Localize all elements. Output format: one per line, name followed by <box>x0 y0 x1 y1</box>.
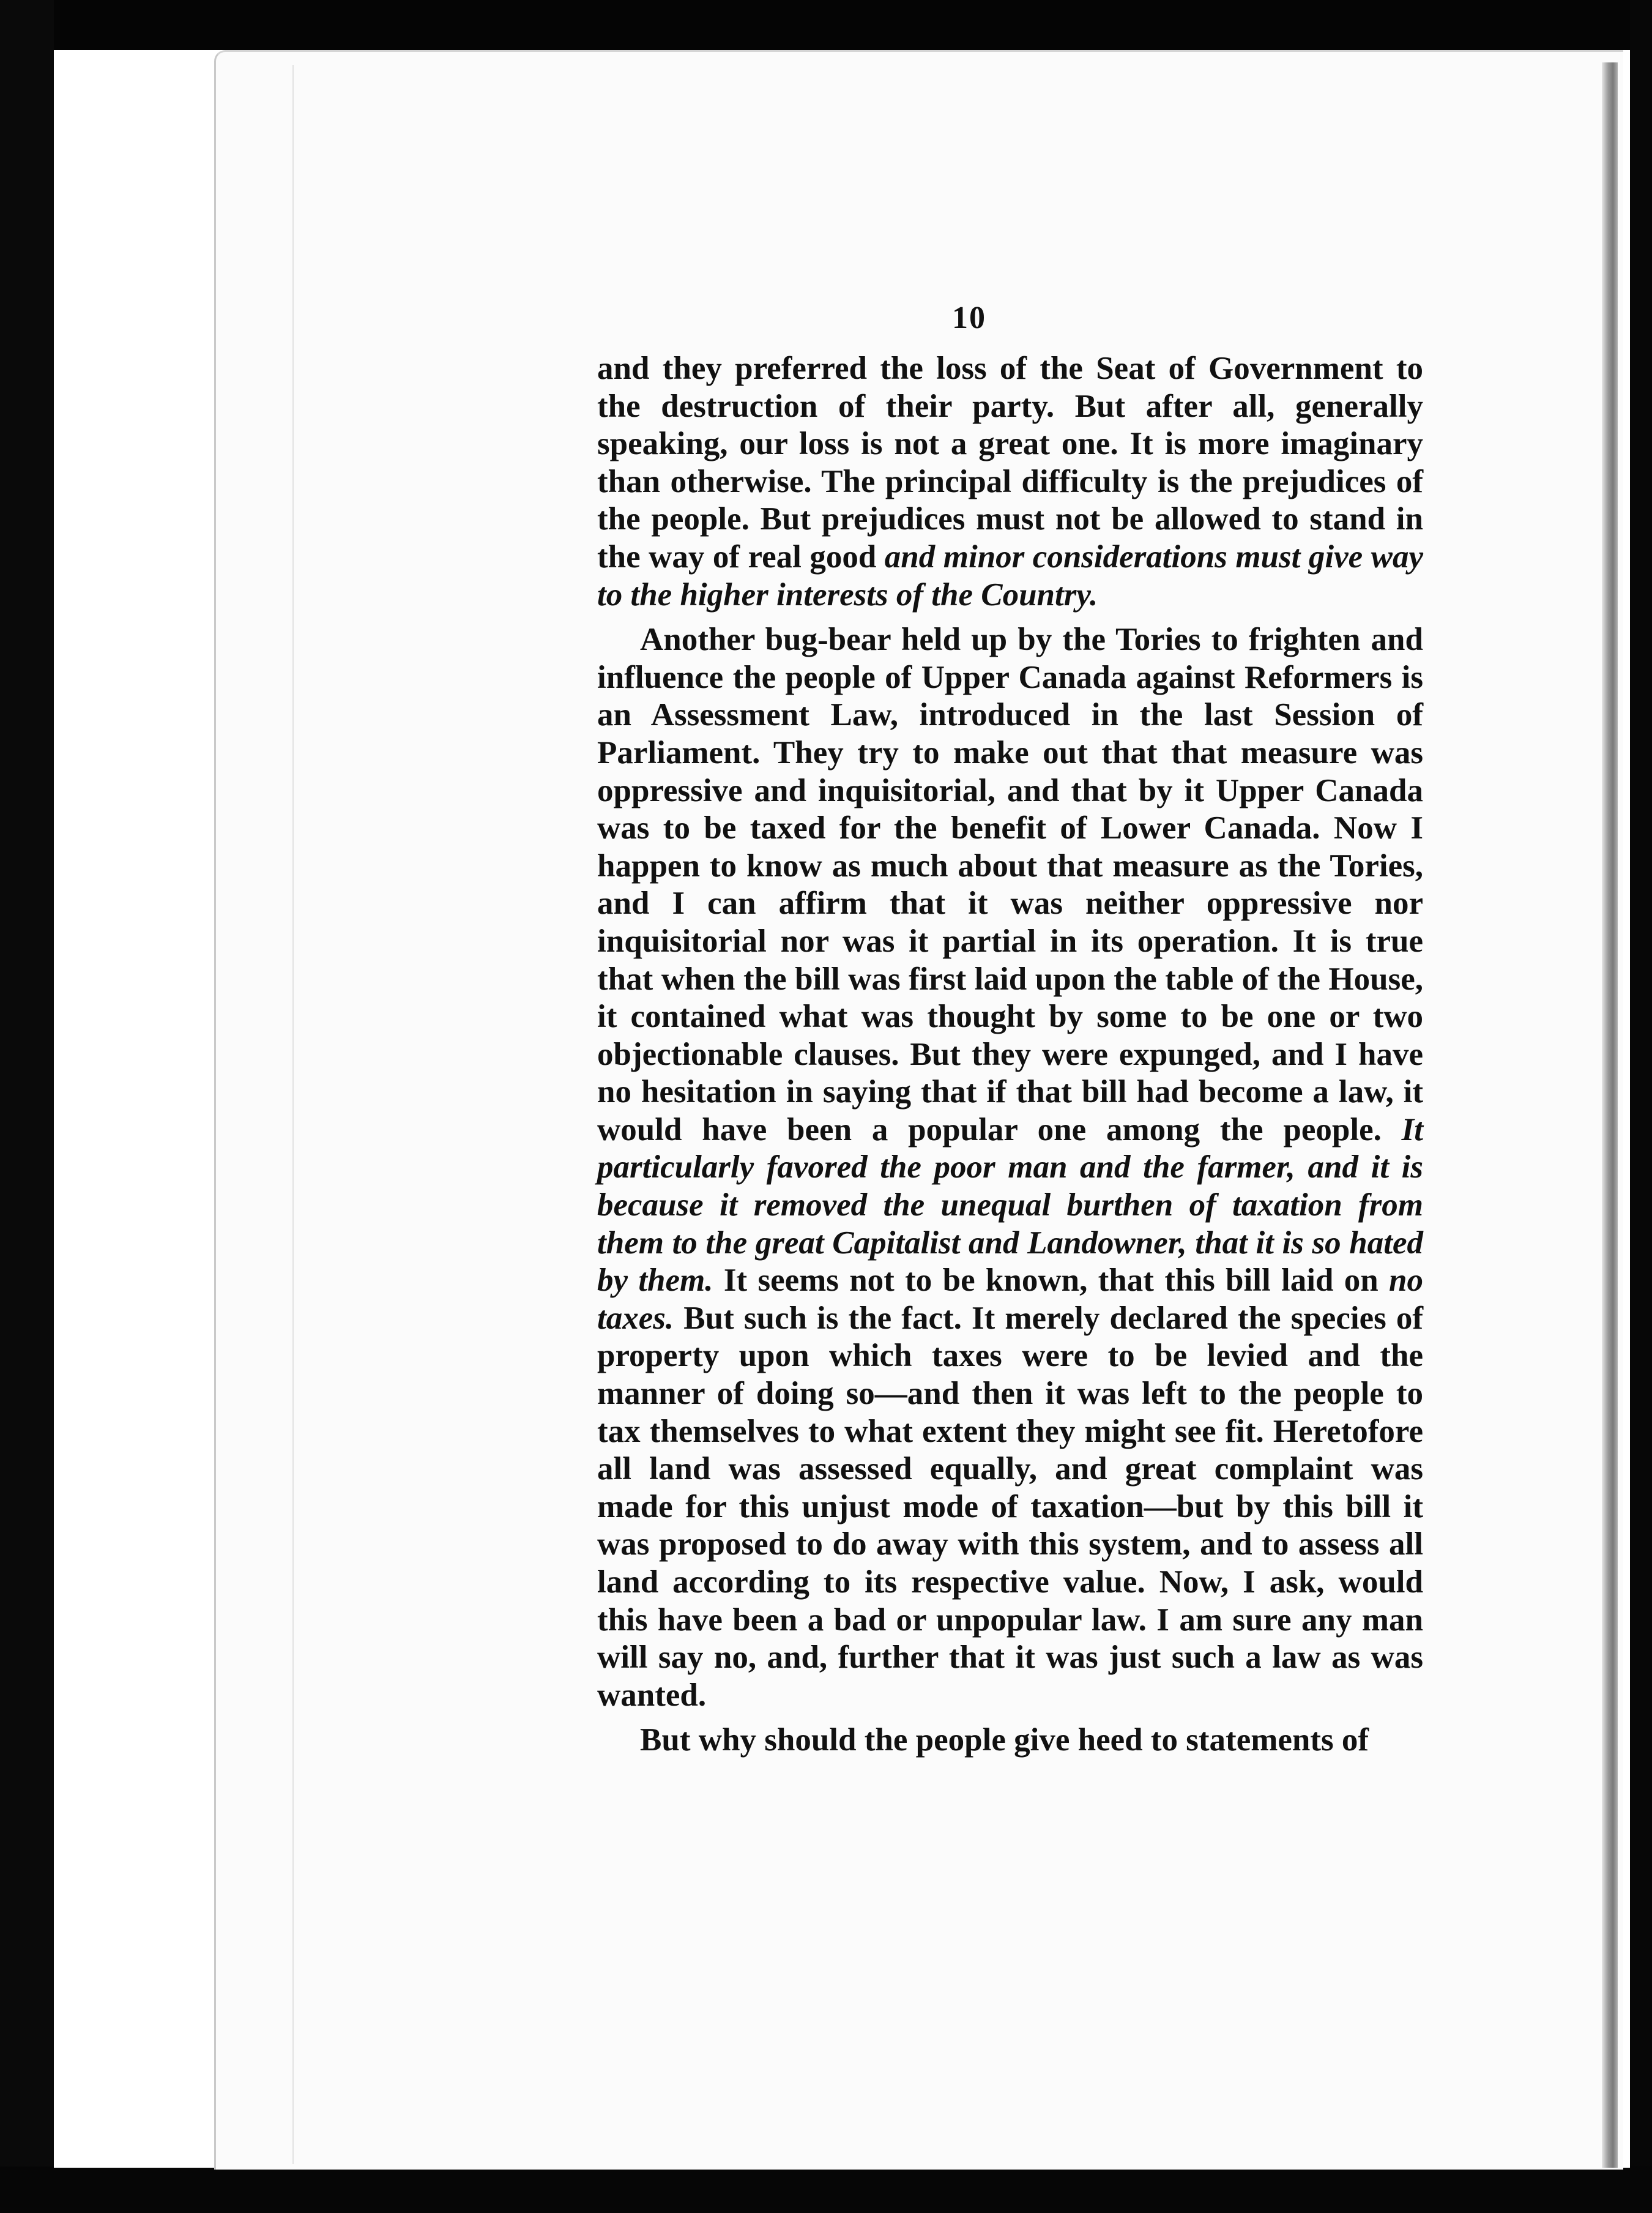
body-text <box>597 350 1423 1760</box>
scan-backdrop-right <box>1630 0 1652 2213</box>
italic-text-run: and minor considerations must give way to the higher interests of the Country. <box>597 539 1423 613</box>
scan-backdrop-top <box>0 0 1652 52</box>
paragraph <box>597 1722 1423 1760</box>
text-run: and they preferred the loss of the Seat of Government to the destruction of their party. But after all, generally speaking, our loss is not a great one. It is more imaginary than otherwise. The principal difficulty is the prejudices of the people. But prejudices must not be allowed to stand in the way of real good <box>597 351 1423 575</box>
italic-text-run: no taxes. <box>597 1263 1423 1336</box>
italic-text-run: It particularly favored the poor man and the farmer, and it is because it removed the unequal burthen of taxation from them to the great Capitalist and Landowner, that it is so hated by them. <box>597 1111 1423 1299</box>
text-run: Another bug-bear held up by the Tories to frighten and influence the people of Upper Canada against Reformers is an Assessment Law, introduced in the last Session of Parliament. They try to make out that that measure was oppressive and inquisitorial, and that by it Upper Canada was to be taxed for the benefit of Lower Canada. Now I happen to know as much about that measure as the Tories, and I can affirm that it was neither oppressive nor inquisitorial nor was it partial in its operation. It is true that when the bill was first laid upon the table of the House, it contained what was thought by some to be one or two objectionable clauses. But they were expunged, and I have no hesitation in saying that if that bill had become a law, it would have been a popular one among the people. <box>597 622 1423 1148</box>
scan-backdrop-left <box>0 0 54 2213</box>
text-run: It seems not to be known, that this bill laid on <box>713 1263 1390 1299</box>
scan-backdrop-bottom <box>0 2166 1652 2213</box>
text-run: But why should the people give heed to statements of <box>640 1722 1369 1758</box>
paragraph <box>597 350 1423 614</box>
page-number: 10 <box>952 300 986 335</box>
binding-shadow <box>1602 62 1618 2168</box>
paragraph <box>597 621 1423 1714</box>
text-run: But such is the fact. It merely declared the species of property upon which taxes were to be levied and the manner of doing so—and then it was left to the people to tax themselves to what extent they might see fit. Heretofore all land was assessed equally, and great complaint was made for this unjust mode of taxation—but by this bill it was proposed to do away with this system, and to assess all land according to its respective value. Now, I ask, would this have been a bad or unpopular law. I am sure any man will say no, and, further that it was just such a law as was wanted. <box>597 1300 1423 1713</box>
